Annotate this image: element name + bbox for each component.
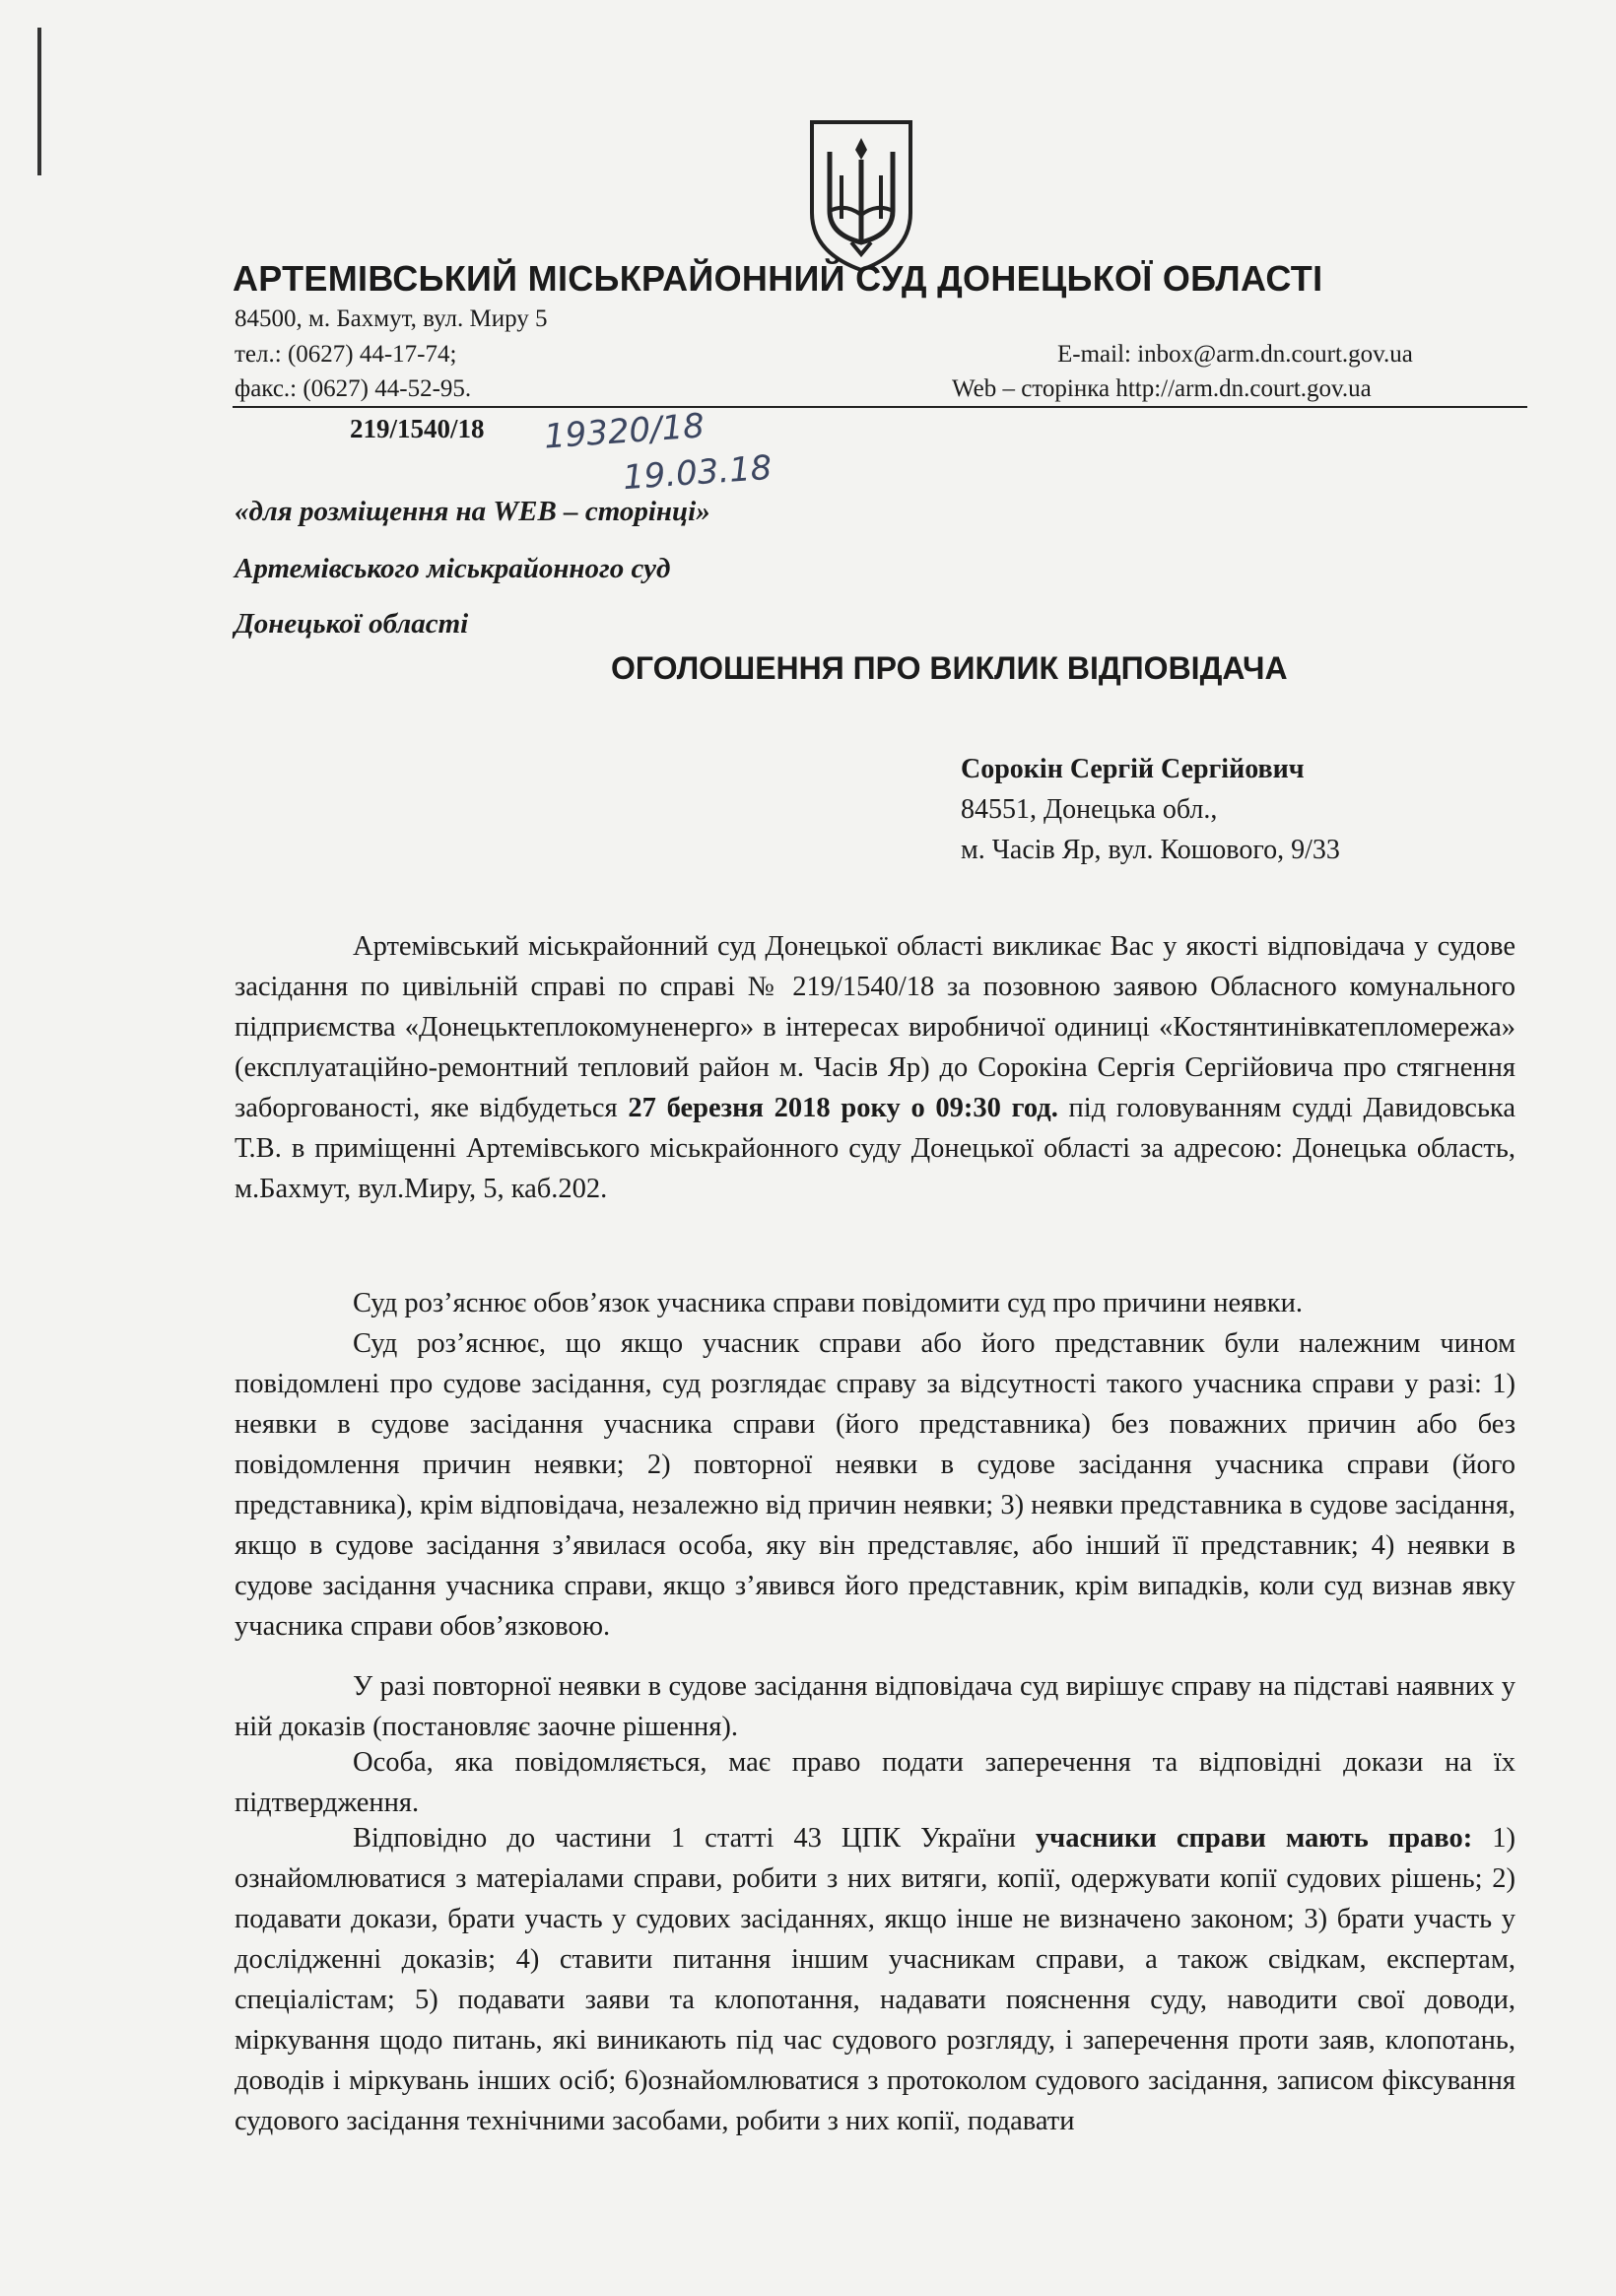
court-website: Web – сторінка http://arm.dn.court.gov.ua xyxy=(952,375,1372,402)
handwritten-registration-date: 19.03.18 xyxy=(621,447,774,499)
paragraph-default-judgment: У разі повторної неявки в судове засідання відповідача суд вирішує справу на підставі наявних у ній доказів (постановляє заочне рішення). xyxy=(235,1671,1515,1742)
margin-pen-mark xyxy=(37,28,41,175)
recipient-line-region: Донецької області xyxy=(235,608,469,640)
court-email: E-mail: inbox@arm.dn.court.gov.ua xyxy=(1057,341,1413,368)
participants-rights-heading: учасники справи мають право: xyxy=(1035,1823,1473,1854)
paragraph-absence-rules: Суд роз’яснює, що якщо учасник справи або його представник були належним чином повідомлені про судове засідання, суд розглядає справу за відсутності такого учасника справи у разі: 1) неявки в судове засідання учасника справи (його представника) без поважних причин або без повідомлення причин неявки; 2) повторної неявки в судове засідання учасника справи (його представника), крім відповідача, незалежно від причин неявки; 3) неявки представника в судове засідання, якщо в судове засідання з’явилася особа, яку він представляє, або інший її представник; 4) неявки в судове засідання учасника справи, якщо з’явився його представник, крім випадків, коли суд визнав явку учасника справи обов’язковою. xyxy=(235,1328,1515,1642)
paragraph-objection-right: Особа, яка повідомляється, має право подати заперечення та відповідні докази на їх підтвердження. xyxy=(235,1747,1515,1818)
addressee-name: Сорокін Сергій Сергійович xyxy=(961,754,1305,784)
court-fax: факс.: (0627) 44-52-95. xyxy=(235,375,472,402)
addressee-postal-line: 84551, Донецька обл., xyxy=(961,794,1218,825)
court-name-heading: АРТЕМІВСЬКИЙ МІСЬКРАЙОННИЙ СУД ДОНЕЦЬКОЇ ОБЛАСТІ xyxy=(233,258,1323,299)
court-phone: тел.: (0627) 44-17-74; xyxy=(235,341,457,368)
addressee-block xyxy=(961,749,1340,870)
handwritten-registration-number: 19320/18 xyxy=(542,406,707,457)
paragraph-absence-duty: Суд роз’яснює обов’язок учасника справи повідомити суд про причини неявки. xyxy=(353,1288,1303,1318)
addressee-street-line: м. Часів Яр, вул. Кошового, 9/33 xyxy=(961,835,1340,865)
recipient-line-court: Артемівського міськрайонного суд xyxy=(235,553,671,584)
header-divider xyxy=(233,406,1527,408)
notice-title: ОГОЛОШЕННЯ ПРО ВИКЛИК ВІДПОВІДАЧА xyxy=(611,650,1288,686)
paragraph-participant-rights: Відповідно до частини 1 статті 43 ЦПК України учасники справи мають право: 1) ознайомлюватися з матеріалами справи, робити з них витяги, копії, одержувати копії судових рішень; 2) подавати докази, брати участь у судових засіданнях, якщо інше не визначено законом; 3) брати участь у дослідженні доказів; 4) ставити питання іншим учасникам справи, а також свідкам, експертам, спеціалістам; 5) подавати заяви та клопотання, надавати пояснення суду, наводити свої доводи, міркування щодо питань, які виникають під час судового розгляду, і заперечення проти заяв, клопотань, доводів і міркувань інших осіб; 6)ознайомлюватися з протоколом судового засідання, записом фіксування судового засідання технічними засобами, робити з них копії, подавати xyxy=(235,1823,1515,2136)
case-number: 219/1540/18 xyxy=(350,414,485,443)
recipient-line-web: «для розміщення на WEB – сторінці» xyxy=(235,496,710,527)
paragraph-summons: Артемівський міськрайонний суд Донецької області викликає Вас у якості відповідача у судове засідання по цивільній справі по справі № 219/1540/18 за позовною заявою Обласного комунального підприємства «Донецьктеплокомуненерго» в інтересах виробничої одиниці «Костянтинівкатепломережа» (експлуатаційно-ремонтний тепловий район м. Часів Яр) до Сорокіна Сергія Сергійовича про стягнення заборгованості, яке відбудеться 27 березня 2018 року о 09:30 год. під головуванням судді Давидовська Т.В. в приміщенні Артемівського міськрайонного суду Донецької області за адресою: Донецька область, м.Бахмут, вул.Миру, 5, каб.202. xyxy=(235,931,1516,1204)
court-address: 84500, м. Бахмут, вул. Миру 5 xyxy=(235,305,548,332)
coat-of-arms-trident-icon xyxy=(806,116,916,274)
hearing-datetime: 27 березня 2018 року о 09:30 год. xyxy=(628,1093,1058,1123)
